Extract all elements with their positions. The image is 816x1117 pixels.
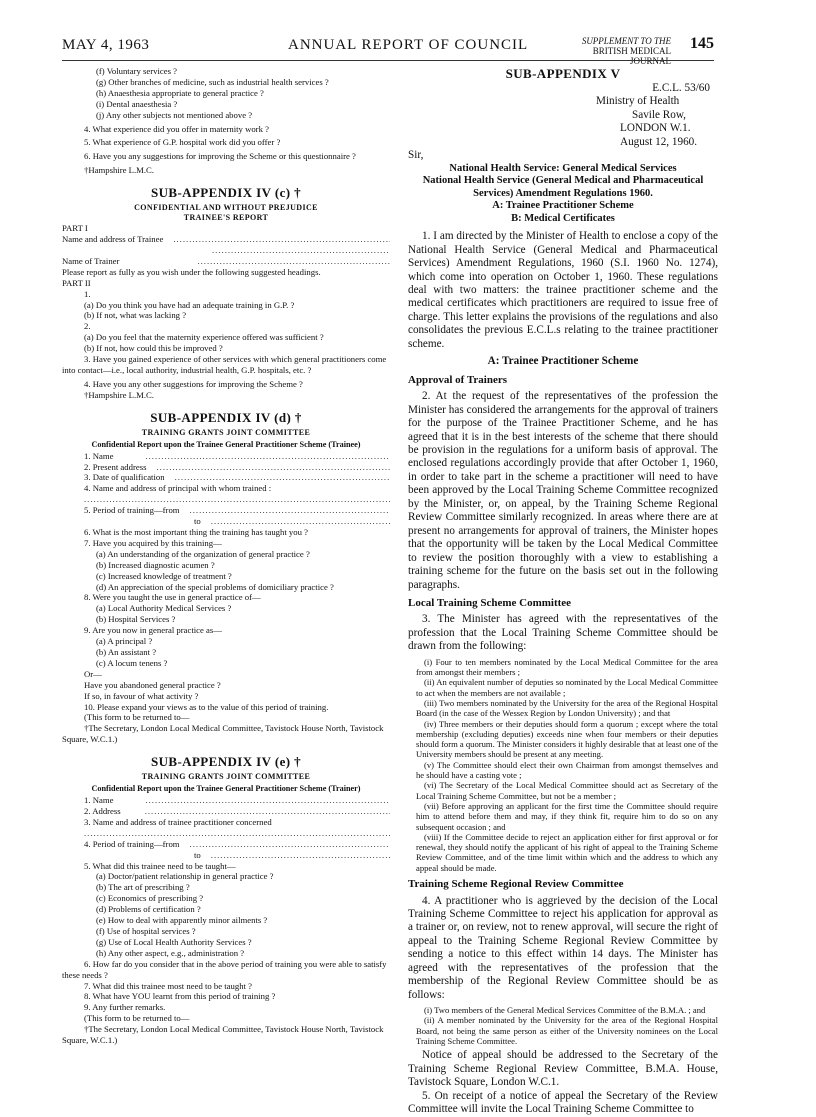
part-2-q2b: (b) If not, how could this be improved ? — [84, 343, 223, 354]
address-line-4: August 12, 1960. — [620, 135, 698, 148]
e-q2-address: 2. Address ..... — [62, 806, 390, 817]
local-training-heading: Local Training Scheme Committee — [408, 597, 572, 609]
address-line-2: Savile Row, — [632, 108, 686, 121]
supplement-line-1: SUPPLEMENT TO THE — [581, 36, 671, 46]
d-or: Or— — [84, 668, 102, 679]
subject-line-3: A: Trainee Practitioner Scheme — [492, 200, 634, 212]
e-q5h: (h) Any other aspect, e.g., administration ? — [96, 947, 245, 958]
section-a-heading: A: Trainee Practitioner Scheme — [487, 355, 639, 368]
salutation: Sir, — [408, 149, 424, 162]
e-q3: 3. Name and address of trainee practitioner concerned — [84, 816, 272, 827]
e-return-1: (This form to be returned to— — [84, 1013, 190, 1024]
sub-appendix-e-heading: SUB-APPENDIX IV (e) † — [150, 754, 302, 770]
d-q8: 8. Were you taught the use in general practice of— — [84, 592, 261, 603]
d-or-1: Have you abandoned general practice ? — [84, 679, 221, 690]
right-column — [408, 66, 718, 1117]
e-q4-period: 4. Period of training—from ..... — [62, 839, 390, 850]
d-q7d: (d) An appreciation of the special problems of domiciliary practice ? — [96, 581, 334, 592]
letter-reference: E.C.L. 53/60 — [652, 82, 710, 94]
part-2-label: PART II — [62, 277, 91, 288]
subject-line-2: National Health Service (General Medical and Pharmaceutical Services) Amendment Regulations 1960. — [422, 175, 704, 199]
d-q10: 10. Please expand your views as to the value of this period of training. — [84, 701, 329, 712]
d-or-2: If so, in favour of what activity ? — [84, 690, 199, 701]
sub-appendix-c-heading: SUB-APPENDIX IV (c) † — [150, 185, 302, 201]
d-q6: 6. What is the most important thing the training has taught you ? — [84, 527, 308, 537]
list-item-i: (i) Four to ten members nominated by the Local Medical Committee for the area from amongst their members ; — [416, 656, 718, 678]
list-item-vii: (vii) Before approving an applicant for the first time the Committee should require him to attend before them and may, if they think fit, require him to do so on any subsequent occasion ; and — [416, 800, 718, 832]
intro-item-i: (i) Dental anaesthesia ? — [96, 98, 178, 109]
part-2-q3: 3. Have you gained experience of other services with which general practitioners come into contact—i.e., local authority, industrial health, G.P. hospitals, etc. ? — [62, 354, 387, 375]
e-q3-line — [62, 828, 390, 839]
subject-line-4: B: Medical Certificates — [511, 212, 615, 224]
supplement-line-2: BRITISH MEDICAL JOURNAL — [592, 46, 671, 66]
part-2-q1a: (a) Do you think you have had an adequate training in G.P. ? — [84, 299, 295, 310]
d-q9c: (c) A locum tenens ? — [96, 657, 168, 668]
d-q7c: (c) Increased knowledge of treatment ? — [96, 570, 232, 581]
d-q9a: (a) A principal ? — [96, 636, 153, 647]
e-q1-name: 1. Name ..... — [62, 795, 390, 806]
part-2-q1b: (b) If not, what was lacking ? — [84, 310, 187, 321]
d-q9: 9. Are you now in general practice as— — [84, 625, 222, 636]
list-item-v: (v) The Committee should elect their own Chairman from amongst themselves and he should have a casting vote ; — [416, 759, 718, 781]
e-q5e: (e) How to deal with apparently minor ailments ? — [96, 915, 268, 926]
d-q3-qualification: 3. Date of qualification ..... — [62, 472, 390, 483]
subject-line-1: National Health Service: General Medical Services — [449, 162, 677, 174]
e-q5a: (a) Doctor/patient relationship in general practice ? — [96, 871, 274, 882]
address-line-1: Ministry of Health — [596, 95, 680, 108]
supplement-label — [567, 36, 671, 66]
running-title: ANNUAL REPORT OF COUNCIL — [288, 37, 529, 53]
paragraph-2: 2. At the request of the representatives of the profession the Minister has considered the arrangements for the approval of trainers for the purpose of the Trainee Practitioner Scheme, and he has agreed that it is in the best interests of the scheme that there should be provision in the regulations for a uniform basis of approval. The enclosed regulations accordingly provide that after October 1, 1960, in order to take part in the scheme a practitioner will need to have been approved by the Local Training Scheme Committee recognized by the Minister, or, on appeal, by the Training Scheme Regional Review Committee similarly recognized. In areas where there are at present no arrangements for approval of trainers, the Minister hopes that the opportunity will be taken by the Local Medical Committee to review the position thoroughly with a view to establishing a training scheme for the future on the basis set out in the following paragraphs. — [408, 390, 718, 591]
e-q5g: (g) Use of Local Health Authority Services ? — [96, 936, 252, 947]
intro-footnote: †Hampshire L.M.C. — [84, 165, 154, 176]
d-q7a: (a) An understanding of the organization of general practice ? — [96, 548, 310, 559]
left-column — [62, 66, 390, 1046]
sub-appendix-e-sub2: Confidential Report upon the Trainee General Practitioner Scheme (Trainer) — [91, 784, 361, 794]
sub-appendix-e-sub1: TRAINING GRANTS JOINT COMMITTEE — [141, 772, 311, 782]
d-q8a: (a) Local Authority Medical Services ? — [96, 603, 232, 614]
address-line-3: LONDON W.1. — [620, 122, 691, 135]
intro-item-h: (h) Anaesthesia appropriate to general practice ? — [96, 87, 264, 98]
d-q7: 7. Have you acquired by this training— — [84, 537, 222, 548]
header-rule — [62, 60, 714, 61]
d-q8b: (b) Hospital Services ? — [96, 614, 176, 625]
sub-appendix-d-sub2: Confidential Report upon the Trainee General Practitioner Scheme (Trainee) — [91, 439, 361, 449]
part-2-q1: 1. — [84, 288, 91, 299]
form-line-trainee-name: Name and address of Trainee ..... — [62, 234, 390, 245]
d-q5-to: to ..... — [62, 516, 390, 527]
intro-q6: 6. Have you any suggestions for improving the Scheme or this questionnaire ? — [84, 151, 356, 162]
paragraph-1: 1. I am directed by the Minister of Health to enclose a copy of the National Health Service (General Medical and Pharmaceutical Services) Amendment Regulations, 1960 (S.I. 1960 No. 1274), which come into operation on October 1, 1960. These regulations deal with two matters: the trainee practitioner scheme and the medical certificates which practitioners are required to issue free of charge. This letter explains the provisions of the regulations and also consolidates the previous E.C.L.s relating to the trainee practitioner scheme. — [408, 230, 718, 350]
part-1-label: PART I — [62, 223, 88, 234]
intro-q5: 5. What experience of G.P. hospital work did you offer ? — [84, 137, 281, 148]
d-q2-address: 2. Present address ..... — [62, 462, 390, 473]
intro-item-g: (g) Other branches of medicine, such as industrial health services ? — [96, 76, 329, 87]
paragraph-5: 5. On receipt of a notice of appeal the Secretary of the Review Committee will invite the Local Training Scheme Committee to — [408, 1089, 718, 1116]
issue-date: MAY 4, 1963 — [62, 37, 150, 53]
e-return-2: †The Secretary, London Local Medical Committee, Tavistock House North, Tavistock Square, W.C.1.) — [62, 1024, 384, 1046]
report-instruction: Please report as fully as you wish under the following suggested headings. — [62, 266, 321, 277]
approval-of-trainers-heading: Approval of Trainers — [408, 373, 508, 386]
intro-item-f: (f) Voluntary services ? — [96, 66, 177, 76]
part-2-q2: 2. — [84, 321, 91, 332]
sub-appendix-c-footnote: †Hampshire L.M.C. — [84, 389, 154, 400]
intro-q4: 4. What experience did you offer in maternity work ? — [84, 123, 269, 134]
page-number: 145 — [690, 35, 714, 52]
d-return-2: †The Secretary, London Local Medical Committee, Tavistock House North, Tavistock Square, W.C.1.) — [62, 723, 384, 745]
notice-of-appeal-paragraph: Notice of appeal should be addressed to the Secretary of the Training Scheme Regional Review Committee, B.M.A. House, Tavistock Square, London W.C.1. — [408, 1049, 718, 1089]
e-q4-to: to ..... — [62, 850, 390, 861]
e-q9: 9. Any further remarks. — [84, 1002, 166, 1013]
list-item-viii: (viii) If the Committee decide to reject an application either for first approval or for renewal, they should notify the applicant of his right of appeal to the Training Scheme Review Committee, and of the time limit within which and the address to which any appeal should be made. — [416, 831, 718, 873]
page-header — [0, 0, 816, 66]
e-q5c: (c) Economics of prescribing ? — [96, 893, 204, 904]
paragraph-4: 4. A practitioner who is aggrieved by the decision of the Local Training Scheme Committee to reject his application for approval as a trainer or, on review, not to renew approval, will secure the right of appeal to the Training Scheme Regional Review Committee by sending a notice to this effect within 14 days. The Minister has agreed with the representatives of the profession that the membership of the Regional Review Committee should be as follows: — [408, 894, 718, 1001]
review-member-i: (i) Two members of the General Medical Services Committee of the B.M.A. ; and — [424, 1005, 706, 1016]
d-principal-line — [62, 494, 390, 505]
e-q5: 5. What did this trainee need to be taught— — [84, 860, 236, 871]
regional-review-heading: Training Scheme Regional Review Committee — [408, 878, 624, 891]
paragraph-3: 3. The Minister has agreed with the representatives of the profession that the Local Training Scheme Committee should be drawn from the following: — [408, 613, 718, 653]
d-q5-period: 5. Period of training—from ..... — [62, 505, 390, 516]
e-q6: 6. How far do you consider that in the above period of training you were able to satisfy these needs ? — [62, 958, 387, 980]
d-q9b: (b) An assistant ? — [96, 646, 157, 657]
list-item-vi: (vi) The Secretary of the Local Medical Committee should act as Secretary of the Local Training Scheme Committee, but not be a member ; — [416, 780, 718, 801]
sub-appendix-c-sub1: CONFIDENTIAL AND WITHOUT PREJUDICE — [134, 203, 318, 213]
d-q4-principal: 4. Name and address of principal with whom trained : — [84, 483, 272, 494]
sub-appendix-d-heading: SUB-APPENDIX IV (d) † — [150, 409, 302, 425]
form-line-trainer-name: Name of Trainer ..... — [62, 256, 390, 267]
d-q7b: (b) Increased diagnostic acumen ? — [96, 559, 215, 570]
intro-item-j: (j) Any other subjects not mentioned above ? — [96, 109, 253, 120]
list-item-iii: (iii) Two members nominated by the University for the area of the Regional Hospital Board (in the case of the Wessex Region by London University) ; and that — [416, 698, 718, 719]
sub-appendix-c-sub2: TRAINEE'S REPORT — [183, 213, 269, 223]
sub-appendix-d-sub1: TRAINING GRANTS JOINT COMMITTEE — [141, 427, 311, 437]
e-q5f: (f) Use of hospital services ? — [96, 926, 196, 936]
part-2-q2a: (a) Do you feel that the maternity experience offered was sufficient ? — [84, 332, 324, 343]
form-line-continuation — [62, 245, 390, 256]
list-item-ii: (ii) An equivalent number of deputies so nominated by the Local Medical Committee to act when the members are not available ; — [416, 677, 718, 698]
e-q8: 8. What have YOU learnt from this period of training ? — [84, 991, 276, 1002]
d-return-1: (This form to be returned to— — [84, 712, 190, 723]
e-q5d: (d) Problems of certification ? — [96, 904, 201, 915]
e-q5b: (b) The art of prescribing ? — [96, 882, 190, 893]
list-item-iv: (iv) Three members or their deputies should form a quorum ; except where the total membership (excluding deputies) exceeds nine when four members or their deputies should form a quorum. The Minister considers it highly desirable that at least one of the University members should be present at any meeting. — [416, 718, 718, 760]
review-member-ii: (ii) A member nominated by the University for the area of the Regional Hospital Board, not being the same person as either of the University nominees on the Local Training Scheme Committee. — [416, 1015, 718, 1047]
sub-appendix-v-heading: SUB-APPENDIX V — [505, 66, 621, 81]
e-q7: 7. What did this trainee most need to be taught ? — [84, 980, 252, 991]
part-2-q4: 4. Have you any other suggestions for improving the Scheme ? — [84, 378, 303, 389]
d-q1-name: 1. Name ..... — [62, 451, 390, 462]
